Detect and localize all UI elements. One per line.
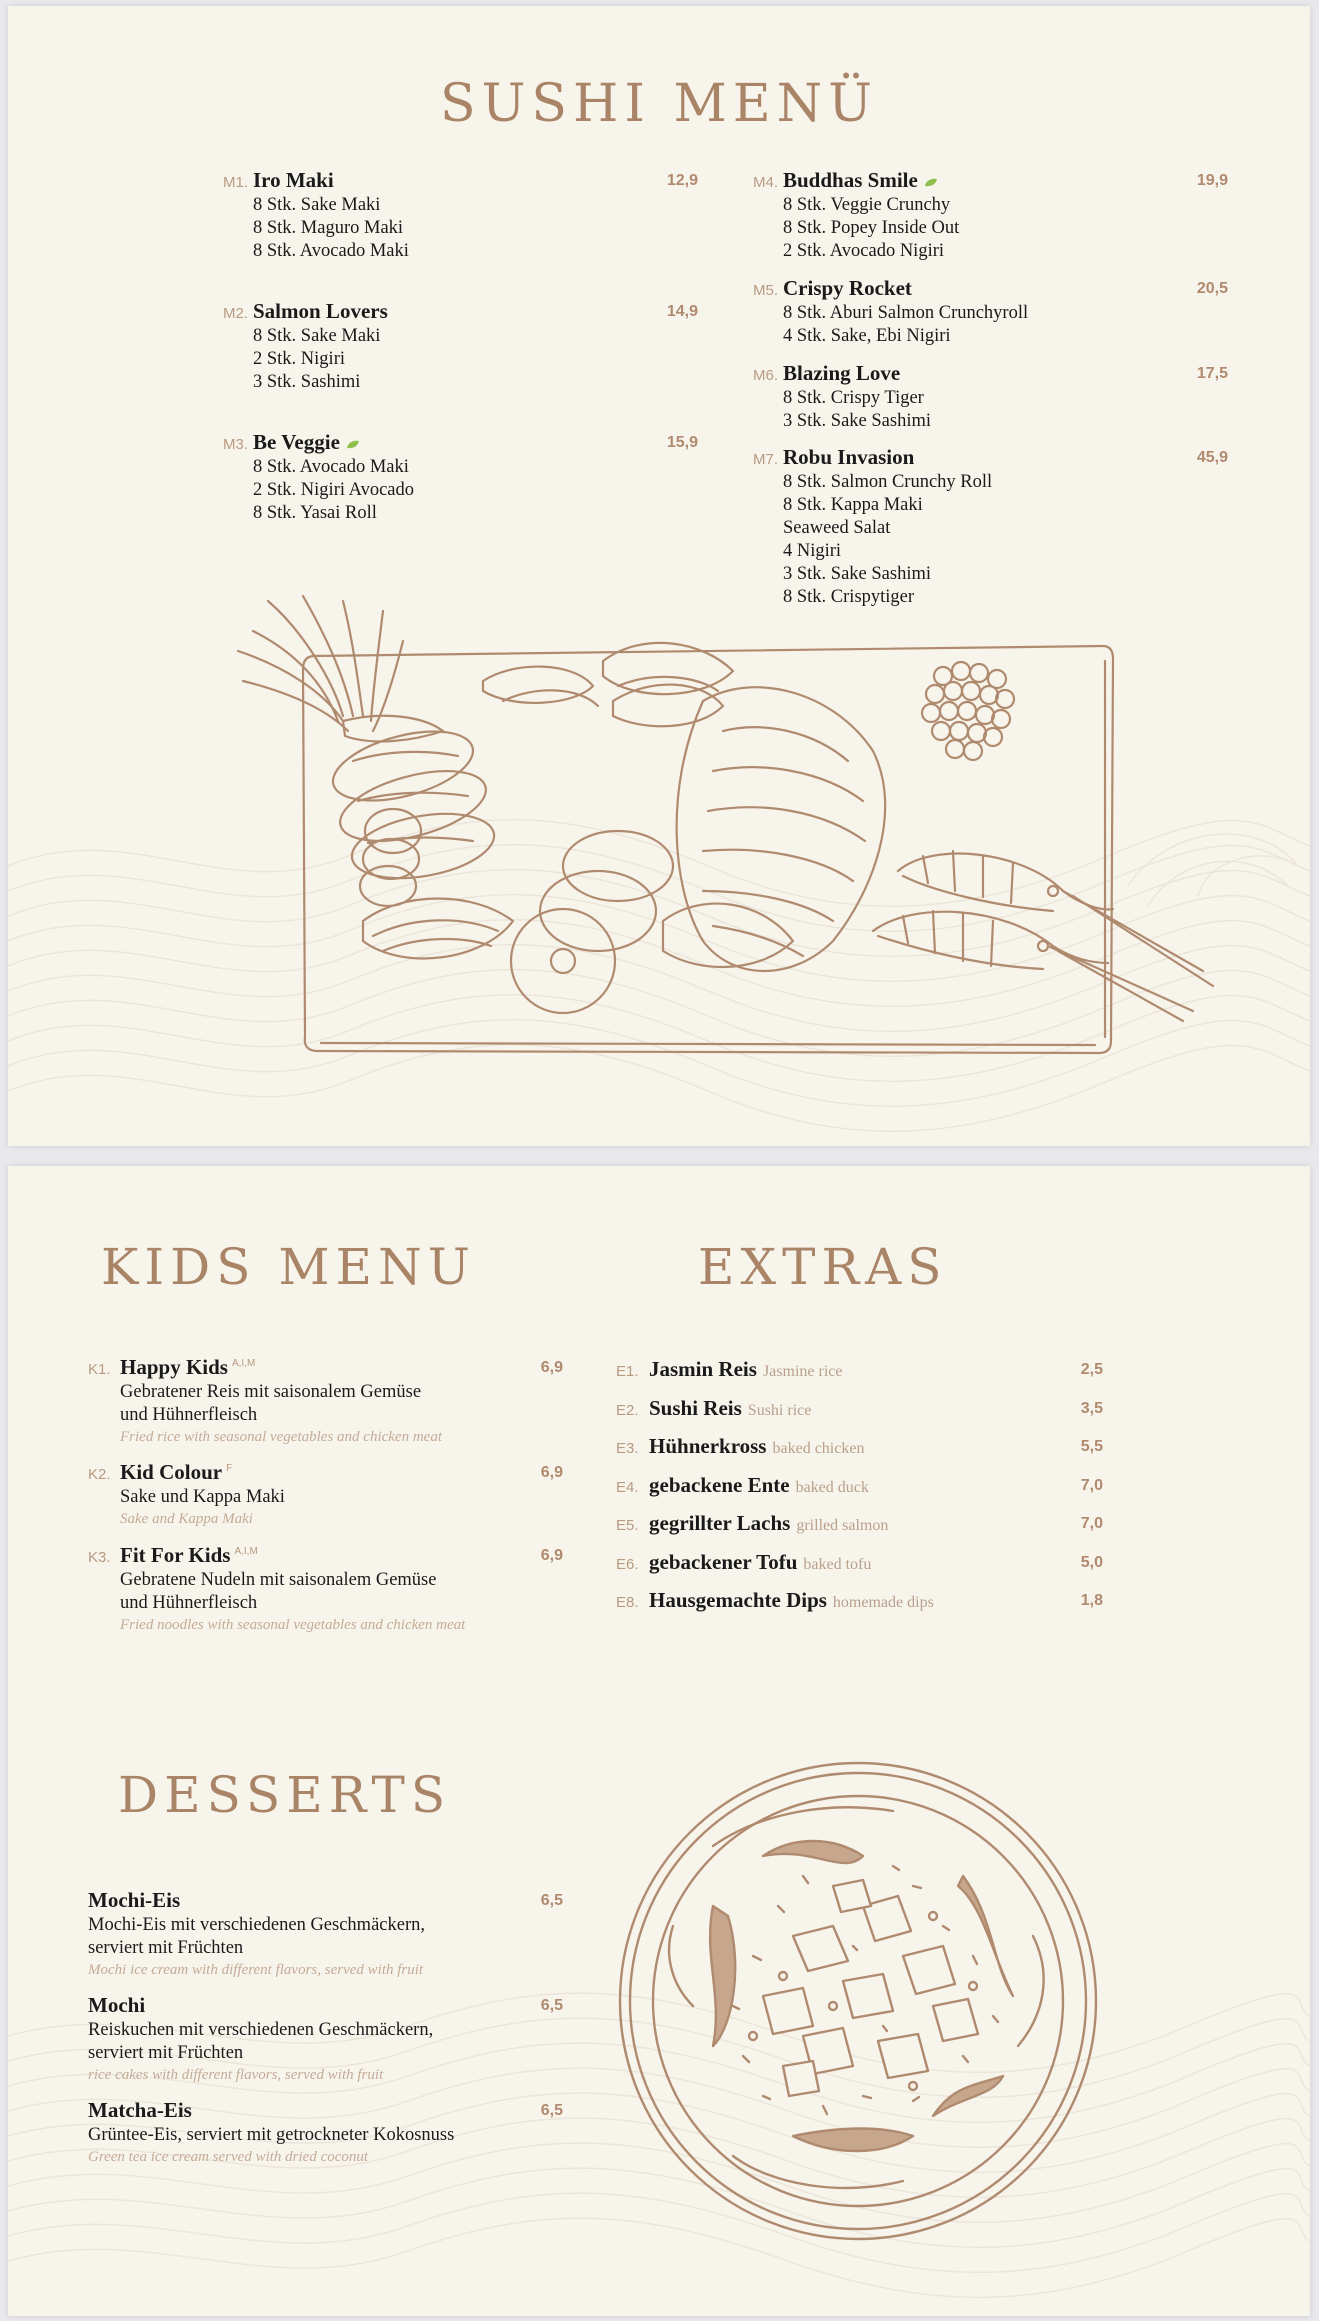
item-translation: Sake and Kappa Maki — [120, 1511, 253, 1527]
miso-soup-bowl-illustration — [613, 1756, 1103, 2246]
item-line: 8 Stk. Kappa Maki — [783, 495, 923, 515]
item-translation: Fried noodles with seasonal vegetables and chicken meat — [120, 1617, 466, 1633]
kids-menu-title: KIDS MENU — [101, 1238, 476, 1296]
item-line: Seaweed Salat — [783, 518, 891, 538]
item-code: E4. — [616, 1479, 639, 1496]
item-name: Robu Invasion — [783, 445, 915, 469]
item-name-text: gegrillter Lachs — [649, 1511, 791, 1535]
item-line: 8 Stk. Veggie Crunchy — [783, 195, 951, 215]
item-translation: Jasmine rice — [762, 1363, 843, 1380]
item-translation: baked duck — [795, 1479, 869, 1496]
item-price: 14,9 — [666, 303, 698, 320]
item-line: Sake und Kappa Maki — [120, 1487, 285, 1507]
item-price: 6,9 — [540, 1547, 563, 1564]
item-price: 12,9 — [666, 172, 698, 189]
allergen-badge: A,I,M — [234, 1546, 258, 1557]
item-line: 8 Stk. Avocado Maki — [253, 457, 409, 477]
item-name: Blazing Love — [783, 361, 901, 385]
item-line: 4 Nigiri — [783, 541, 842, 561]
item-code: M5. — [753, 282, 779, 299]
item-price: 6,5 — [540, 1892, 563, 1909]
item-translation: Mochi ice cream with different flavors, served with fruit — [88, 1962, 424, 1978]
item-name — [120, 1460, 232, 1485]
item-price: 19,9 — [1196, 172, 1228, 189]
item-code: M3. — [223, 436, 249, 453]
item-translation: rice cakes with different flavors, served with fruit — [88, 2067, 384, 2083]
item-name-text: Sushi Reis — [649, 1396, 742, 1420]
item-translation: homemade dips — [832, 1594, 934, 1611]
item-code: E5. — [616, 1517, 639, 1534]
item-name: Crispy Rocket — [783, 276, 912, 300]
item-name-text: gebackene Ente — [649, 1473, 790, 1497]
vegan-leaf-icon — [924, 178, 938, 187]
item-name — [649, 1434, 864, 1459]
item-price: 2,5 — [1080, 1361, 1103, 1378]
item-line: 8 Stk. Popey Inside Out — [783, 218, 960, 238]
item-translation: Green tea ice cream served with dried coconut — [88, 2149, 369, 2165]
item-line: 8 Stk. Avocado Maki — [253, 241, 409, 261]
item-line: 3 Stk. Sake Sashimi — [783, 564, 932, 584]
item-line: serviert mit Früchten — [88, 1938, 244, 1958]
item-code: K2. — [88, 1466, 111, 1483]
item-name — [120, 1355, 255, 1380]
item-code: M7. — [753, 451, 779, 468]
item-code: E1. — [616, 1363, 639, 1380]
item-name — [649, 1473, 869, 1498]
item-line: Grüntee-Eis, serviert mit getrockneter Kokosnuss — [88, 2125, 455, 2145]
item-price: 45,9 — [1196, 449, 1228, 466]
item-name-text: Hausgemachte Dips — [649, 1588, 827, 1612]
item-line: und Hühnerfleisch — [120, 1593, 258, 1613]
item-name — [649, 1550, 871, 1575]
item-code: K1. — [88, 1361, 111, 1378]
item-price: 7,0 — [1080, 1515, 1103, 1532]
item-line: 8 Stk. Sake Maki — [253, 326, 381, 346]
item-line: 8 Stk. Crispytiger — [783, 587, 915, 607]
item-translation: baked tofu — [803, 1556, 872, 1573]
item-name-text: Hühnerkross — [649, 1434, 767, 1458]
item-line: 4 Stk. Sake, Ebi Nigiri — [783, 326, 951, 346]
item-line: 2 Stk. Nigiri — [253, 349, 345, 369]
item-name-text: Happy Kids — [120, 1355, 228, 1379]
item-name-text: gebackener Tofu — [649, 1550, 798, 1574]
item-price: 5,5 — [1080, 1438, 1103, 1455]
item-code: E6. — [616, 1556, 639, 1573]
item-price: 20,5 — [1196, 280, 1228, 297]
item-name: Iro Maki — [253, 168, 334, 192]
item-name — [783, 168, 938, 193]
item-line: 3 Stk. Sashimi — [253, 372, 361, 392]
item-name — [253, 430, 360, 455]
sushi-menu-title: SUSHI MENÜ — [439, 74, 878, 134]
item-line: 8 Stk. Crispy Tiger — [783, 388, 924, 408]
item-name — [120, 1543, 258, 1568]
item-price: 6,5 — [540, 2102, 563, 2119]
item-price: 6,9 — [540, 1359, 563, 1376]
item-line: Mochi-Eis mit verschiedenen Geschmäckern, — [88, 1915, 425, 1935]
item-translation: Sushi rice — [747, 1402, 812, 1419]
desserts-title: DESSERTS — [118, 1766, 452, 1824]
item-line: 3 Stk. Sake Sashimi — [783, 411, 932, 431]
item-code: M6. — [753, 367, 779, 384]
item-code: E3. — [616, 1440, 639, 1457]
item-line: 8 Stk. Yasai Roll — [253, 503, 377, 523]
item-name: Matcha-Eis — [88, 2098, 192, 2122]
sushi-menu-page — [8, 6, 1310, 1146]
item-name — [649, 1511, 888, 1536]
item-code: K3. — [88, 1549, 111, 1566]
item-name-text: Kid Colour — [120, 1460, 223, 1484]
item-line: 8 Stk. Aburi Salmon Crunchyroll — [783, 303, 1029, 323]
item-translation: Fried rice with seasonal vegetables and chicken meat — [120, 1429, 442, 1445]
item-line: Gebratene Nudeln mit saisonalem Gemüse — [120, 1570, 437, 1590]
item-name — [649, 1357, 842, 1382]
item-name: Salmon Lovers — [253, 299, 388, 323]
item-price: 6,5 — [540, 1997, 563, 2014]
item-line: 2 Stk. Nigiri Avocado — [253, 480, 415, 500]
allergen-badge: A,I,M — [231, 1358, 256, 1369]
item-price: 17,5 — [1196, 365, 1228, 382]
item-code: M1. — [223, 174, 249, 191]
vegan-leaf-icon — [346, 440, 360, 449]
item-line: 2 Stk. Avocado Nigiri — [783, 241, 945, 261]
item-name — [649, 1396, 811, 1421]
item-line: serviert mit Früchten — [88, 2043, 244, 2063]
item-name-text: Buddhas Smile — [783, 168, 918, 192]
item-price: 7,0 — [1080, 1477, 1103, 1494]
item-price: 6,9 — [540, 1464, 563, 1481]
extras-title: EXTRAS — [698, 1238, 948, 1296]
item-line: Reiskuchen mit verschiedenen Geschmäckern, — [88, 2020, 434, 2040]
item-code: E2. — [616, 1402, 639, 1419]
item-translation: baked chicken — [772, 1440, 865, 1457]
item-price: 1,8 — [1080, 1592, 1103, 1609]
allergen-badge: F — [226, 1463, 233, 1474]
item-name-text: Be Veggie — [253, 430, 340, 454]
item-line: 8 Stk. Salmon Crunchy Roll — [783, 472, 993, 492]
item-translation: grilled salmon — [796, 1517, 889, 1534]
item-price: 15,9 — [666, 434, 698, 451]
item-line: 8 Stk. Maguro Maki — [253, 218, 404, 238]
item-line: und Hühnerfleisch — [120, 1405, 258, 1425]
item-line: Gebratener Reis mit saisonalem Gemüse — [120, 1382, 422, 1402]
item-price: 5,0 — [1080, 1554, 1103, 1571]
item-name: Mochi-Eis — [88, 1888, 181, 1912]
kids-extras-desserts-page — [8, 1166, 1310, 2316]
item-line: 8 Stk. Sake Maki — [253, 195, 381, 215]
sushi-platter-illustration — [233, 591, 1233, 1066]
item-name: Mochi — [88, 1993, 146, 2017]
item-name-text: Jasmin Reis — [649, 1357, 757, 1381]
item-price: 3,5 — [1080, 1400, 1103, 1417]
item-name-text: Fit For Kids — [120, 1543, 231, 1567]
item-code: E8. — [616, 1594, 639, 1611]
item-code: M2. — [223, 305, 249, 322]
item-code: M4. — [753, 174, 779, 191]
item-name — [649, 1588, 934, 1613]
